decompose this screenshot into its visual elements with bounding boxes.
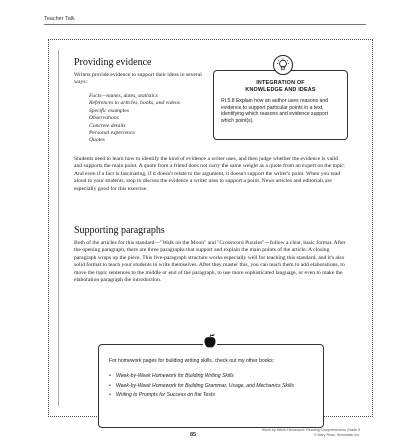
footer-credit [262, 428, 360, 437]
footer-line-copyright: © Mary Rose, Scholastic Inc. [313, 432, 360, 437]
list-item: Observations [89, 115, 119, 122]
evidence-discussion-paragraph: Students need to learn how to identify the kind of evidence a writer uses, and then judge whether the evidence is valid and supports the main point. A quote from a friend does not carry the same weight as a quote from an expert on the topic. And even if a fact is fascinating, if it doesn't relate to the argument, it doesn't support the writer's point. When you read aloud to your students, stop to discuss the evidence a writer uses to support a point. News articles and editorials are especially good for this exercise. [74, 156, 346, 192]
apple-icon-graphic [203, 333, 217, 349]
lightbulb-badge-icon [273, 55, 293, 75]
page-number: 85 [190, 432, 197, 438]
standard-callout-box [213, 70, 348, 140]
evidence-list [89, 93, 180, 145]
book-list [109, 373, 314, 402]
running-header: Teacher Talk [44, 16, 75, 22]
section-title-supporting-paragraphs: Supporting paragraphs [74, 225, 165, 236]
book-list-item [109, 383, 314, 390]
intro-paragraph: Writers provide evidence to support their ideas in several ways: [74, 72, 202, 86]
bullet-icon: • [109, 392, 111, 399]
apple-icon [203, 333, 217, 349]
bullet-icon: • [109, 382, 111, 389]
bullet-icon: • [109, 373, 111, 379]
book-title: Week-by-Week Homework for Building Writing Skills [116, 373, 234, 379]
book-title: Writing to Prompts for Success on the Tests [116, 392, 215, 399]
homework-intro: For homework pages for building writing skills, check out my other books: [109, 358, 275, 364]
list-item: Concrete details [89, 122, 126, 129]
callout-title [214, 80, 347, 93]
section-title-providing-evidence: Providing evidence [74, 57, 152, 68]
header-rule [44, 24, 366, 25]
standard-description: RI.5.8 Explain how an author uses reasons and evidence to support particular points in a text, identifying which reasons and evidence support which point(s). [221, 98, 329, 124]
book-list-item [109, 373, 314, 380]
footer-line-book: Week-by-Week Homework: Reading Comprehension Grade 5 [261, 428, 360, 432]
callout-title-line2: KNOWLEDGE AND IDEAS [245, 86, 316, 93]
list-item: Specific examples [89, 107, 129, 114]
frame-margin-rule [58, 50, 59, 406]
list-item: References to articles, books, and videos [89, 100, 180, 107]
supporting-paragraphs-text: Both of the articles for this standard—"Walk on the Moon" and "Crossword Puzzles"—follow a clear, basic format. After the opening paragraph, there are three paragraphs that support and explain the main points of the article. A closing paragraph wraps up the piece. This five-paragraph structure works especially well for teaching this standard, and it's also solid format to teach your students to write themselves. After they master this, you can teach them to add elaborations, to move the topic sentences to the middle or end of the paragraph, to use more sophisticated language, or even to make the elaboration paragraph the introduction. [74, 240, 346, 284]
book-list-item [109, 392, 314, 399]
list-item: Facts—names, dates, statistics [89, 93, 158, 99]
book-title: Week-by-Week Homework for Building Grammar, Usage, and Mechanics Skills [116, 382, 294, 389]
callout-title-line1: INTEGRATION OF [256, 80, 305, 86]
lightbulb-icon [274, 56, 292, 74]
list-item: Quotes [89, 137, 105, 144]
list-item: Personal experience [89, 130, 135, 137]
